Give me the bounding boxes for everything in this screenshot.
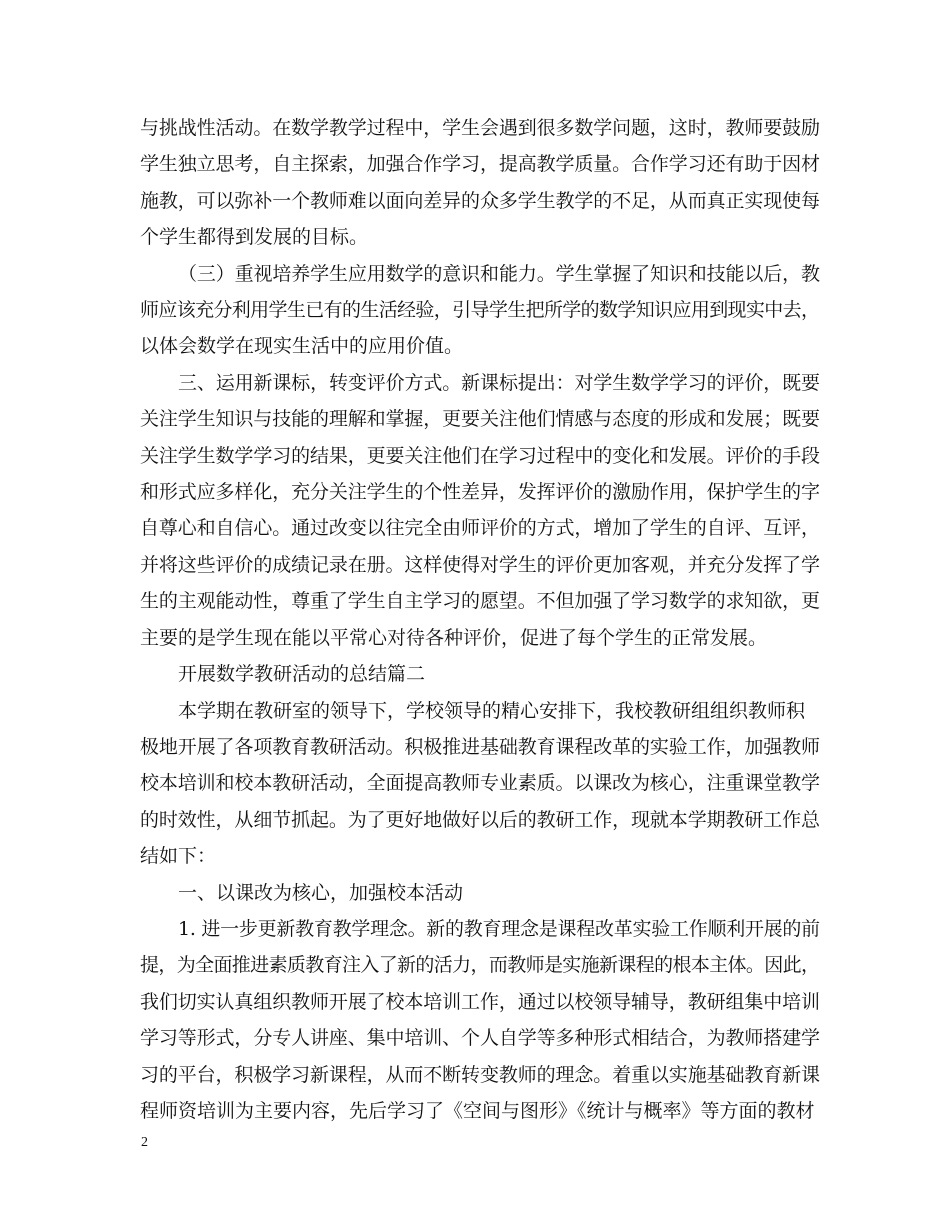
text-line: 1. 进一步更新教育教学理念。新的教育理念是课程改革实验工作顺利开展的前 bbox=[178, 917, 820, 940]
text-line: 学生独立思考，自主探索，加强合作学习，提高教学质量。合作学习还有助于因材 bbox=[140, 153, 820, 176]
text-line: 提，为全面推进素质教育注入了新的活力，而教师是实施新课程的根本主体。因此， bbox=[140, 954, 820, 977]
text-line: 并将这些评价的成绩记录在册。这样使得对学生的评价更加客观，并充分发挥了学 bbox=[140, 553, 820, 576]
text-line: 校本培训和校本教研活动，全面提高教师专业素质。以课改为核心，注重课堂教学 bbox=[140, 772, 820, 795]
text-line: 主要的是学生现在能以平常心对待各种评价，促进了每个学生的正常发展。 bbox=[140, 626, 768, 649]
text-line: 生的主观能动性，尊重了学生自主学习的愿望。不但加强了学习数学的求知欲，更 bbox=[140, 590, 820, 613]
text-line: 师应该充分利用学生已有的生活经验，引导学生把所学的数学知识应用到现实中去， bbox=[140, 299, 820, 322]
text-line: 和形式应多样化，充分关注学生的个性差异，发挥评价的激励作用，保护学生的字 bbox=[140, 481, 820, 504]
text-line: 施教，可以弥补一个教师难以面向差异的众多学生教学的不足，从而真正实现使每 bbox=[140, 189, 820, 212]
text-line: 习的平台，积极学习新课程，从而不断转变教师的理念。着重以实施基础教育新课 bbox=[140, 1063, 820, 1086]
document-body bbox=[140, 110, 820, 1129]
text-line: 自尊心和自信心。通过改变以往完全由师评价的方式，增加了学生的自评、互评， bbox=[140, 517, 820, 540]
page-number: 2 bbox=[141, 1135, 148, 1150]
text-line: 学习等形式，分专人讲座、集中培训、个人自学等多种形式相结合，为教师搭建学 bbox=[140, 1027, 820, 1050]
text-line: 开展数学教研活动的总结篇二 bbox=[178, 663, 426, 686]
text-line: 关注学生知识与技能的理解和掌握，更要关注他们情感与态度的形成和发展；既要 bbox=[140, 408, 820, 431]
text-line: 我们切实认真组织教师开展了校本培训工作，通过以校领导辅导，教研组集中培训 bbox=[140, 990, 820, 1013]
text-line: 本学期在教研室的领导下，学校领导的精心安排下，我校教研组组织教师积 bbox=[178, 699, 806, 722]
text-line: 的时效性，从细节抓起。为了更好地做好以后的教研工作，现就本学期教研工作总 bbox=[140, 808, 820, 831]
text-line: 结如下： bbox=[140, 845, 217, 868]
text-line: 关注学生数学学习的结果，更要关注他们在学习过程中的变化和发展。评价的手段 bbox=[140, 444, 820, 467]
text-line: 三、运用新课标，转变评价方式。新课标提出：对学生数学学习的评价，既要 bbox=[178, 371, 820, 394]
text-line: 极地开展了各项教育教研活动。积极推进基础教育课程改革的实验工作，加强教师 bbox=[140, 735, 820, 758]
text-line: 与挑战性活动。在数学教学过程中，学生会遇到很多数学问题，这时，教师要鼓励 bbox=[140, 117, 820, 139]
text-line: （三）重视培养学生应用数学的意识和能力。学生掌握了知识和技能以后，教 bbox=[178, 262, 820, 285]
text-line: 一、以课改为核心，加强校本活动 bbox=[178, 881, 464, 904]
text-line: 程师资培训为主要内容，先后学习了《空间与图形》《统计与概率》等方面的教材 bbox=[140, 1099, 815, 1122]
text-line: 个学生都得到发展的目标。 bbox=[140, 226, 369, 249]
text-line: 以体会数学在现实生活中的应用价值。 bbox=[140, 335, 464, 358]
